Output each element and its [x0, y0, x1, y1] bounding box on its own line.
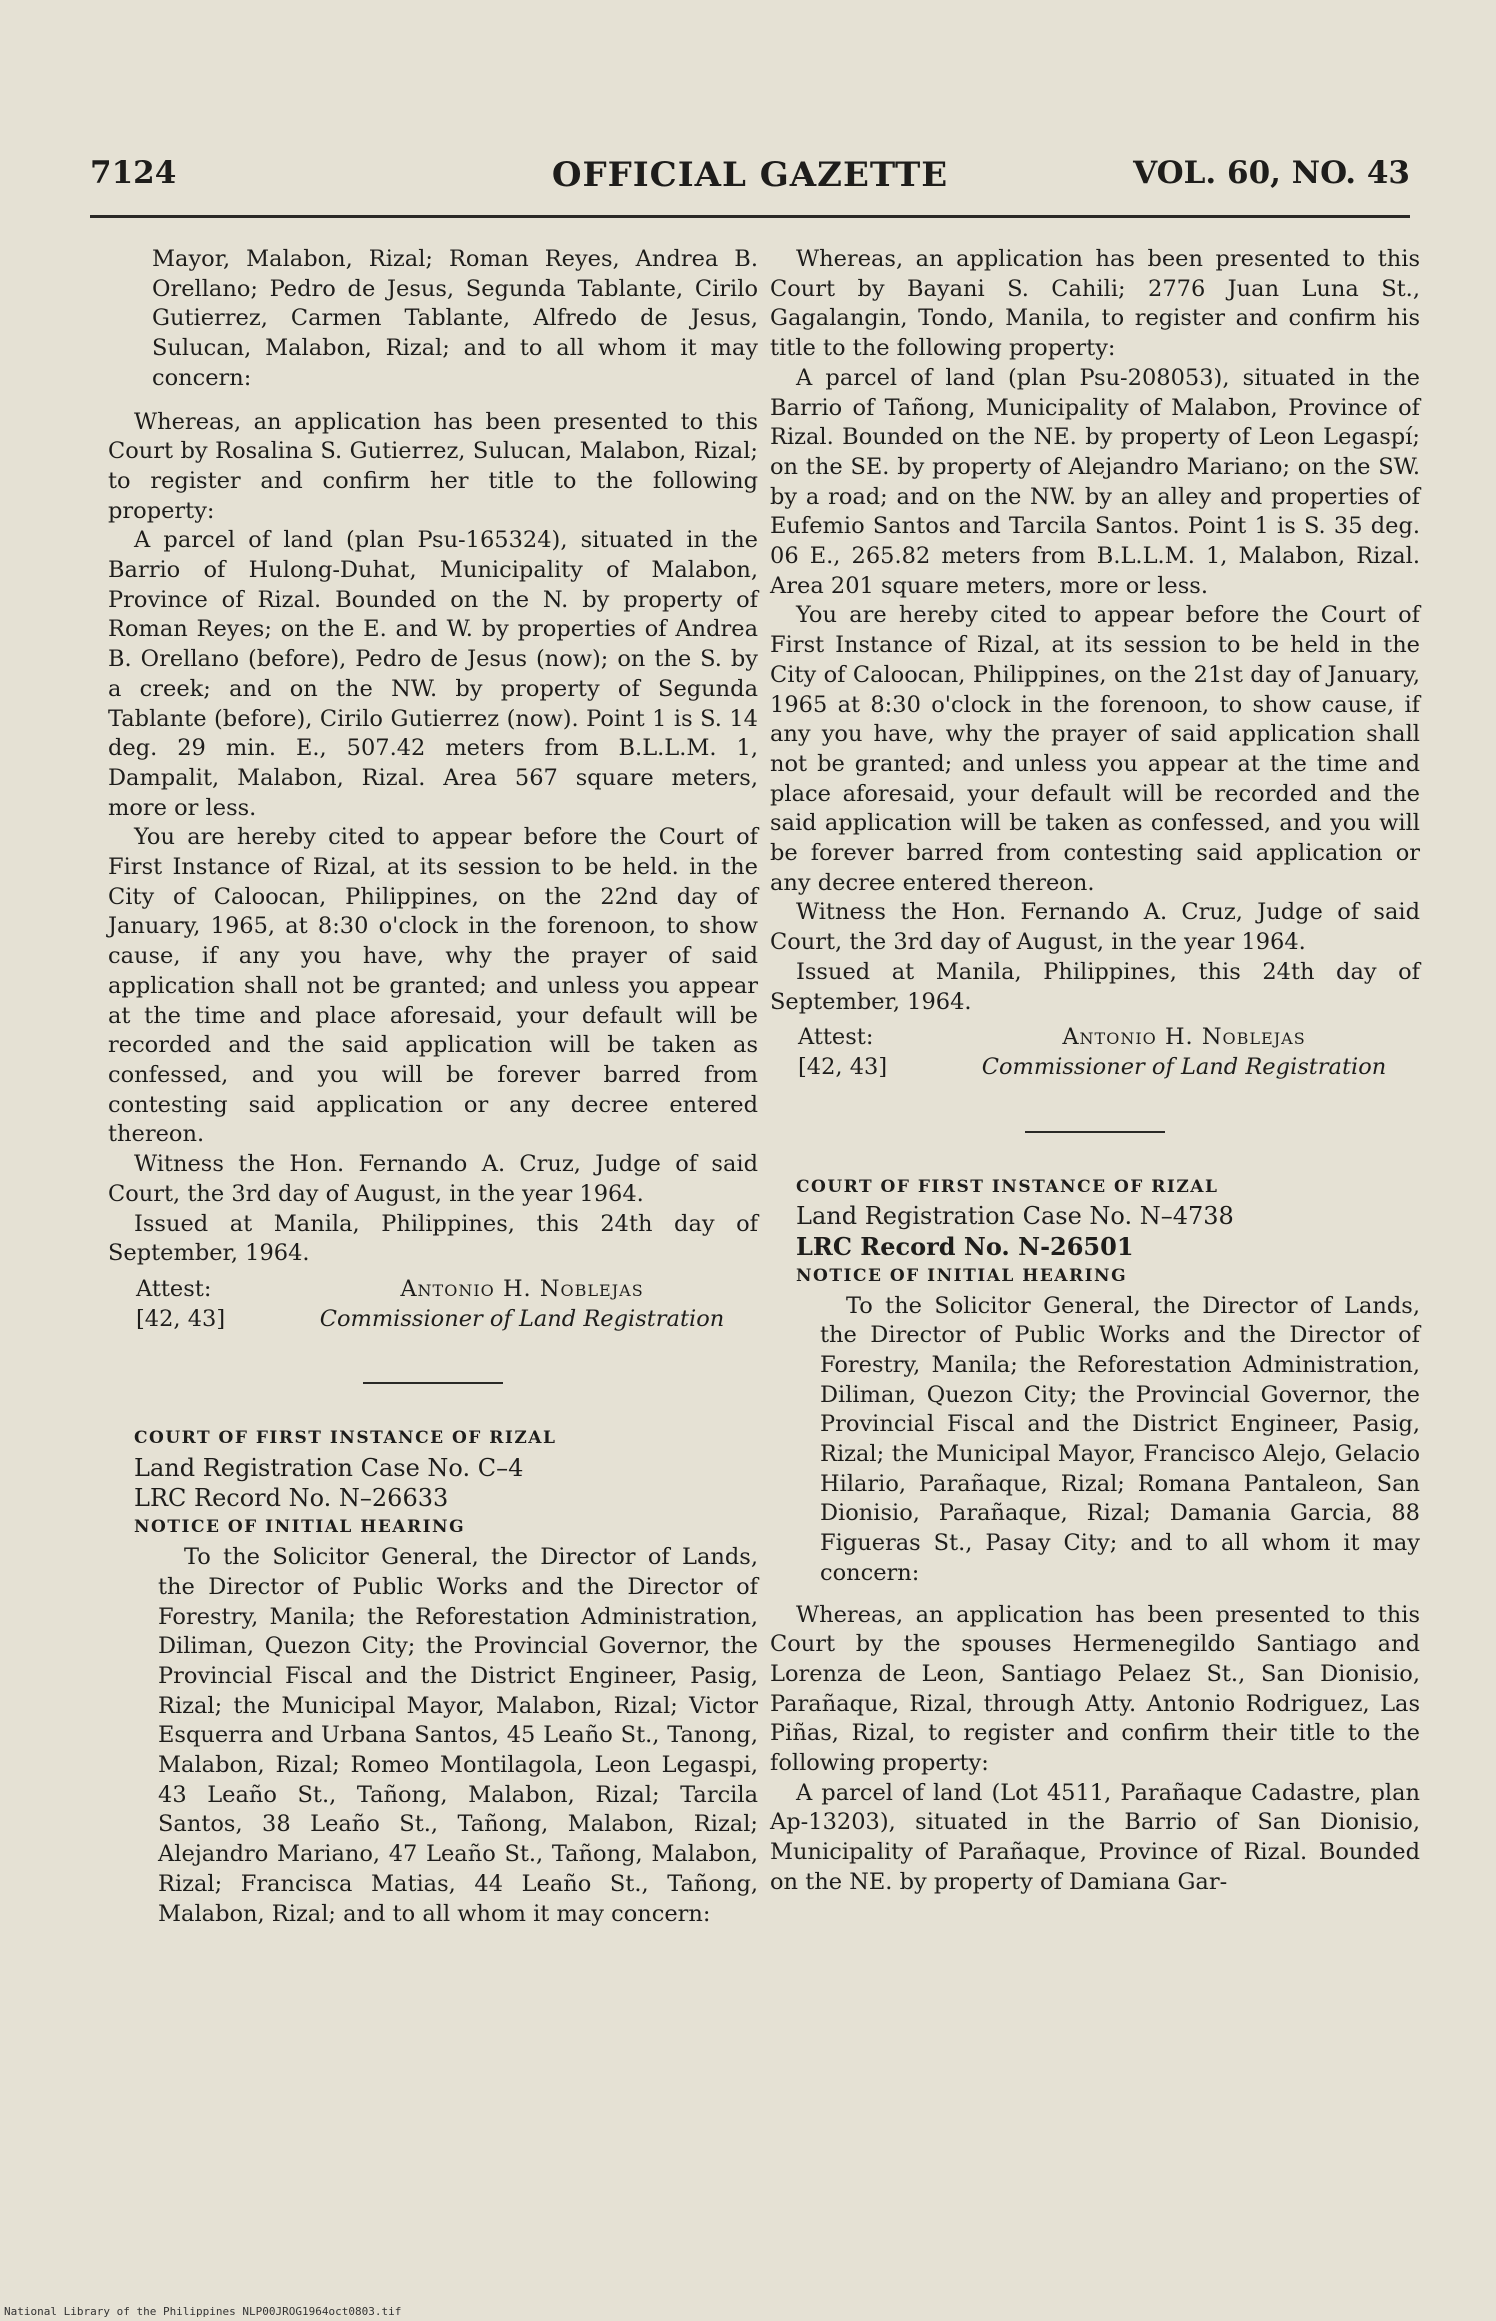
- court-heading: COURT OF FIRST INSTANCE OF RIZAL: [796, 1176, 1219, 1197]
- attestation-block: [798, 1023, 1420, 1082]
- witness-paragraph: Witness the Hon. Fernando A. Cruz, Judge of said Court, the 3rd day of August, in the year 1964.: [108, 1151, 758, 1207]
- attest-label: Attest:: [798, 1024, 874, 1051]
- notice-heading: NOTICE OF INITIAL HEARING: [796, 1265, 1128, 1286]
- issued-paragraph: Issued at Manila, Philippines, this 24th day of September, 1964.: [108, 1210, 758, 1267]
- right-column: [770, 245, 1420, 1898]
- volume-number: VOL. 60, NO. 43: [1133, 155, 1410, 191]
- publication-title: OFFICIAL GAZETTE: [551, 155, 949, 195]
- attest-reference: [42, 43]: [136, 1305, 226, 1332]
- court-heading: COURT OF FIRST INSTANCE OF RIZAL: [134, 1428, 557, 1449]
- official-name: Antonio H. Noblejas: [1062, 1024, 1306, 1051]
- parcel-description-2: A parcel of land (Lot 4511, Parañaque Cadastre, plan Ap-13203), situated in the Barrio of San Dionisio, Municipality of Parañaque, Province of Rizal. Bounded on the NE. by property of Damiana Gar-: [770, 1779, 1420, 1895]
- left-column: [108, 245, 758, 1929]
- header-rule: [90, 215, 1410, 218]
- section-divider: [363, 1382, 503, 1384]
- addressee-continuation: Mayor, Malabon, Rizal; Roman Reyes, Andrea B. Orellano; Pedro de Jesus, Segunda Tablante, Cirilo Gutierrez, Carmen Tablante, Alfredo de Jesus, Sulucan, Malabon, Rizal; and to all whom it may concern:: [152, 246, 758, 391]
- page-number: 7124: [90, 155, 177, 191]
- parcel-description: A parcel of land (plan Psu-208053), situated in the Barrio of Tañong, Municipality of Malabon, Province of Rizal. Bounded on the NE. by property of Leon Legaspí; on the SE. by property of Alejandro Mariano; on the SW. by a road; and on the NW. by an alley and properties of Eufemio Santos and Tarcila Santos. Point 1 is S. 35 deg. 06 E., 265.82 meters from B.L.L.M. 1, Malabon, Rizal. Area 201 square meters, more or less.: [770, 364, 1420, 599]
- official-name: Antonio H. Noblejas: [400, 1275, 644, 1302]
- whereas-paragraph-2: Whereas, an application has been presented to this Court by the spouses Hermenegildo Santiago and Lorenza de Leon, Santiago Pelaez St., San Dionisio, Parañaque, Rizal, through Atty. Antonio Rodriguez, Las Piñas, Rizal, to register and confirm their title to the following property:: [770, 1601, 1420, 1777]
- issued-paragraph: Issued at Manila, Philippines, this 24th day of September, 1964.: [770, 958, 1420, 1015]
- citation-paragraph: You are hereby cited to appear before the Court of First Instance of Rizal, at its session to be held. in the City of Caloocan, Philippines, on the 22nd day of January, 1965, at 8:30 o'clock in the forenoon, to show cause, if any you have, why the prayer of said application shall not be granted; and unless you appear at the time and place aforesaid, your default will be recorded and the said application will be taken as confessed, and you will be forever barred from contesting said application or any decree entered thereon.: [108, 824, 758, 1148]
- notice-heading: NOTICE OF INITIAL HEARING: [134, 1517, 466, 1538]
- attest-label: Attest:: [136, 1275, 212, 1302]
- parcel-description: A parcel of land (plan Psu-165324), situated in the Barrio of Hulong-Duhat, Municipality of Malabon, Province of Rizal. Bounded on the N. by property of Roman Reyes; on the E. and W. by properties of Andrea B. Orellano (before), Pedro de Jesus (now); on the S. by a creek; and on the NW. by property of Segunda Tablante (before), Cirilo Gutierrez (now). Point 1 is S. 14 deg. 29 min. E., 507.42 meters from B.L.L.M. 1, Dampalit, Malabon, Rizal. Area 567 square meters, more or less.: [108, 527, 758, 821]
- whereas-paragraph: Whereas, an application has been presented to this Court by Bayani S. Cahili; 2776 Juan Luna St., Gagalangin, Tondo, Manila, to register and confirm his title to the following property:: [770, 246, 1420, 362]
- lrc-record: LRC Record No. N-26501: [796, 1232, 1134, 1262]
- scan-footer: National Library of the Philippines NLP00JROG1964oct0803.tif: [4, 2305, 402, 2318]
- witness-paragraph: Witness the Hon. Fernando A. Cruz, Judge of said Court, the 3rd day of August, in the year 1964.: [770, 899, 1420, 956]
- section-divider: [1025, 1131, 1165, 1133]
- case-number: Land Registration Case No. C–4: [134, 1454, 524, 1483]
- official-title: Commissioner of Land Registration: [981, 1053, 1387, 1080]
- addressee-paragraph: To the Solicitor General, the Director of Lands, the Director of Public Works and the Director of Forestry, Manila; the Reforestation Administration, Diliman, Quezon City; the Provincial Governor, the Provincial Fiscal and the District Engineer, Pasig, Rizal; the Municipal Mayor, Malabon, Rizal; Victor Esquerra and Urbana Santos, 45 Leaño St., Tanong, Malabon, Rizal; Romeo Montilagola, Leon Legaspi, 43 Leaño St., Tañong, Malabon, Rizal; Tarcila Santos, 38 Leaño St., Tañong, Malabon, Rizal; Alejandro Mariano, 47 Leaño St., Tañong, Malabon, Rizal; Francisca Matias, 44 Leaño St., Tañong, Malabon, Rizal; and to all whom it may concern:: [158, 1544, 758, 1927]
- attestation-block: [136, 1275, 758, 1334]
- attest-reference: [42, 43]: [798, 1053, 888, 1080]
- lrc-record: LRC Record No. N–26633: [134, 1483, 449, 1512]
- official-title: Commissioner of Land Registration: [319, 1305, 725, 1332]
- case-number: Land Registration Case No. N–4738: [796, 1202, 1234, 1231]
- citation-paragraph: You are hereby cited to appear before the Court of First Instance of Rizal, at its session to be held in the City of Caloocan, Philippines, on the 21st day of January, 1965 at 8:30 o'clock in the forenoon, to show cause, if any you have, why the prayer of said application shall not be granted; and unless you appear at the time and place aforesaid, your default will be recorded and the said application will be taken as confessed, and you will be forever barred from contesting said application or any decree entered thereon.: [770, 602, 1420, 896]
- page-header: [90, 155, 1410, 205]
- whereas-paragraph: Whereas, an application has been presented to this Court by Rosalina S. Gutierrez, Sulucan, Malabon, Rizal; to register and confirm her title to the following property:: [108, 408, 758, 524]
- addressee-paragraph: To the Solicitor General, the Director of Lands, the Director of Public Works and the Director of Forestry, Manila; the Reforestation Administration, Diliman, Quezon City; the Provincial Governor, the Provincial Fiscal and the District Engineer, Pasig, Rizal; the Municipal Mayor, Francisco Alejo, Gelacio Hilario, Parañaque, Rizal; Romana Pantaleon, San Dionisio, Parañaque, Rizal; Damania Garcia, 88 Figueras St., Pasay City; and to all whom it may concern:: [820, 1292, 1420, 1586]
